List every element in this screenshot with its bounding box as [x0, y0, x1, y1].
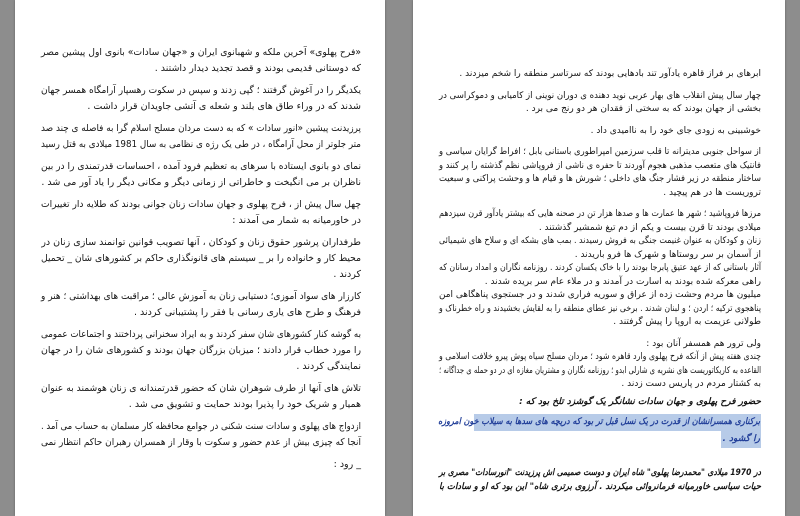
- text-line: زنان و کودکان به عنوان غنیمت جنگی به فروش رسیدند . بمب های بشکه ای و سلاح های شیمیائی: [438, 236, 761, 246]
- text-line: تلاش های آنها از طرف شوهران شان که حضور قدرتمندانه ی زنان هوشمند به عنوان: [40, 383, 361, 394]
- text-line: از آسمان بر سر روستاها و شهرک ها فرو باریدند .: [574, 249, 761, 260]
- text-line: چندی هفته پیش از آنکه فرح پهلوی وارد قاهره شود ؛ مردان مسلح سیاه پوش پیرو خلافت اسلامی و: [438, 352, 761, 362]
- paragraph: [41, 381, 361, 413]
- text-line: متر جلوتر از محل آرامگاه ، در طی یک رژه ی نظامی به سال 1981 میلادی به قتل رسید: [41, 139, 361, 150]
- emphasized-paragraph: [439, 396, 761, 410]
- text-line: از سواحل جنوبی مدیترانه تا قلب سرزمین امپراطوری باستانی بابل ؛ افراط گرایان سیاسی و: [438, 147, 761, 157]
- text-line: حضور فرح پهلوی و جهان سادات نشانگر یک گوشزد تلخ بود که :: [519, 396, 761, 407]
- paragraph: [41, 235, 361, 283]
- text-line: _ رود :: [333, 459, 361, 470]
- paragraph: [439, 68, 761, 82]
- paragraph: [41, 121, 361, 153]
- text-line: خوشبینی به زودی جای خود را به ناامیدی داد .: [590, 125, 761, 136]
- paragraph: [439, 146, 761, 200]
- text-line: در 1970 میلادی "محمدرضا پهلوی" شاه ایران و دوست صمیمی اش پرزیدنت "انورسادات" مصری بر: [438, 468, 761, 478]
- text-line: به کشتار مردم در پاریس دست زدند .: [621, 379, 761, 389]
- text-line: طرفداران پرشور حقوق زنان و کودکان ، آنها تصویب قوانین توانمند سازی زنان در: [41, 237, 361, 248]
- text-line: یکدیگر را در آغوش گرفتند ؛ گپی زدند و سپس در سکوت رهسپار آرامگاه همسر جهان: [40, 85, 361, 96]
- text-line: میلیون ها مردم وحشت زده از عراق و سوریه فراری شدند و در جستجوی پناهگاهی امن: [438, 290, 761, 300]
- text-line: ابرهای بر فراز قاهره یادآور تند بادهایی بودند که سرتاسر منطقه را شخم میزدند .: [459, 69, 761, 79]
- highlighted-text-line: برکناری همسرانشان از قدرت در یک نسل قبل تر بود که دریچه های سدها به سیلاب خون امروزه: [474, 414, 761, 431]
- text-line: که دوستانی قدیمی بودند و قصد تجدید دیدار داشتند .: [154, 63, 361, 74]
- paragraph: [41, 289, 361, 321]
- paragraph: [439, 338, 761, 392]
- page-text: [41, 45, 361, 473]
- text-line: طولانی عزیمت به اروپا را پیش گرفتند .: [613, 317, 761, 327]
- document-page-left: [15, 0, 385, 516]
- text-line: در خاورمیانه به شمار می آمدند :: [232, 215, 361, 226]
- text-line: محیط کار و خانواده را بر _ سیستم های قانونگذاری حاکم بر کشورهای شان _ تحمیل: [41, 253, 362, 264]
- paragraph: [41, 419, 361, 451]
- text-line: آثار باستانی که از عهد عتیق پابرجا بودند را با خاک یکسان کردند . روزنامه نگاران و امداد رسانان که: [439, 263, 761, 273]
- text-line: چهار سال پیش انقلاب های بهار عربی نوید دهنده ی دوران نوینی از کامیابی و دموکراسی در: [439, 90, 761, 101]
- highlighted-text-line: را گشود .: [721, 431, 761, 448]
- text-line: شدند که در وراء طاق های بلند و شعله ی آتشی جاویدان قرار داشت .: [87, 101, 361, 112]
- text-line: را مورد خطاب قرار دادند ؛ میزبان بزرگان جهان بودند و کشورهای شان را در جهان: [41, 345, 361, 356]
- text-line: همیار و شریک خود را پذیرا بودند حمایت و تشویق می شد .: [128, 399, 361, 410]
- paragraph: [41, 457, 361, 473]
- paragraph: [41, 197, 361, 229]
- paragraph: [41, 45, 361, 77]
- text-line: حیات سیاسی خاورمیانه فرمانروائی میکردند . آرزوی برتری شاه" این بود که او و سادات با: [439, 482, 761, 492]
- text-line: فرهنگ و طرح های یاری رسانی با فقر را پشتیبانی کردند .: [134, 307, 361, 318]
- text-line: ساختار منطقه در زیر فشار جنگ های داخلی ؛ شورش ها و قیام ها و وحشت پراکنی و سبعیت: [439, 174, 761, 184]
- text-line: فانتیک های متعصب مذهبی هجوم آوردند تا حفره ی ناشی از فروپاشی نظم گذشته را پر کنند و: [438, 160, 761, 171]
- paragraph: [41, 83, 361, 115]
- text-line: «فرح پهلوی» آخرین ملکه و شهبانوی ایران و «جهان سادات» بانوی اول پیشین مصر: [40, 47, 362, 58]
- paragraph: [439, 125, 761, 139]
- text-line: نمای دو بانوی ایستاده با سرهای به تعظیم فرود آمده ، احساسات قدرتمندی را در بین: [40, 161, 362, 172]
- text-line: آنجا که چیزی بیش از عدم حضور و سکوت با وقار از همسران رهبران حاکم انتظار نمی: [40, 437, 361, 448]
- text-line: ناظران بر می انگیخت و خاطراتی از زمانی دیگر و مکانی دیگر را یاد آور می شد .: [41, 177, 361, 188]
- document-page-right: [413, 0, 785, 516]
- text-line: القاعده به کاریکاتوریست های نشریه ی شارلی ابدو ؛ روزنامه نگاران و مشتریان مغازه ای در دو حمله ی جداگانه ؛: [438, 365, 761, 376]
- text-line: کردند .: [333, 269, 361, 280]
- text-line: تروریست ها در هم پیچید .: [663, 187, 761, 198]
- paragraph: [41, 159, 361, 191]
- highlighted-paragraph: [439, 414, 761, 448]
- text-line: کارزار های سواد آموزی؛ دستیابی زنان به آموزش عالی ؛ مراقبت های بهداشتی ؛ هنر و: [40, 291, 361, 302]
- text-line: به گوشه کنار کشورهای شان سفر کردند و به ایراد سخنرانی پرداختند و اجتماعات عمومی: [40, 329, 361, 340]
- page-text: [439, 68, 761, 494]
- text-line: میلادی بودند تا قرن بیست و یکم از دم تیغ شمشیر گذشتند .: [538, 222, 761, 233]
- text-line: چهل سال پیش از ، فرح پهلوی و جهان سادات زنان جوانی بودند که طلایه دار تغییرات: [41, 199, 361, 210]
- italic-paragraph: [439, 466, 761, 494]
- text-line: مرزها فروپاشید ؛ شهر ها عمارت ها و صدها هزار تن در صحنه هایی که بیشتر یادآور قرن سیزدهم: [438, 209, 761, 219]
- text-line: نمایندگی کردند .: [296, 361, 361, 372]
- text-line: پرزیدنت پیشین «انور سادات » که به دست مردان مسلح اسلام گرا به فاصله ی چند صد: [40, 123, 361, 134]
- text-line: بخشی از جهان بودند که به سختی از فقدان هر دو رنج می برد .: [525, 104, 761, 114]
- text-line: ازدواج های پهلوی و سادات سنت شکنی در جوامع محافظه کار مسلمان به حساب می آمد .: [41, 421, 362, 432]
- paragraph: [439, 208, 761, 330]
- text-line: ولی ترور هم همسفر آنان بود :: [646, 338, 761, 349]
- paragraph: [41, 327, 361, 375]
- text-line: راهی معرکه شده بودند به اسارت در آمدند و در ملاء عام سر بریده شدند .: [484, 276, 761, 287]
- paragraph: [439, 90, 761, 117]
- text-line: پناهجوی ترکیه ؛ اردن ؛ و لبنان شدند . برخی نیز عطای منطقه را به لقایش بخشیدند و راه خطرناک و: [439, 303, 761, 314]
